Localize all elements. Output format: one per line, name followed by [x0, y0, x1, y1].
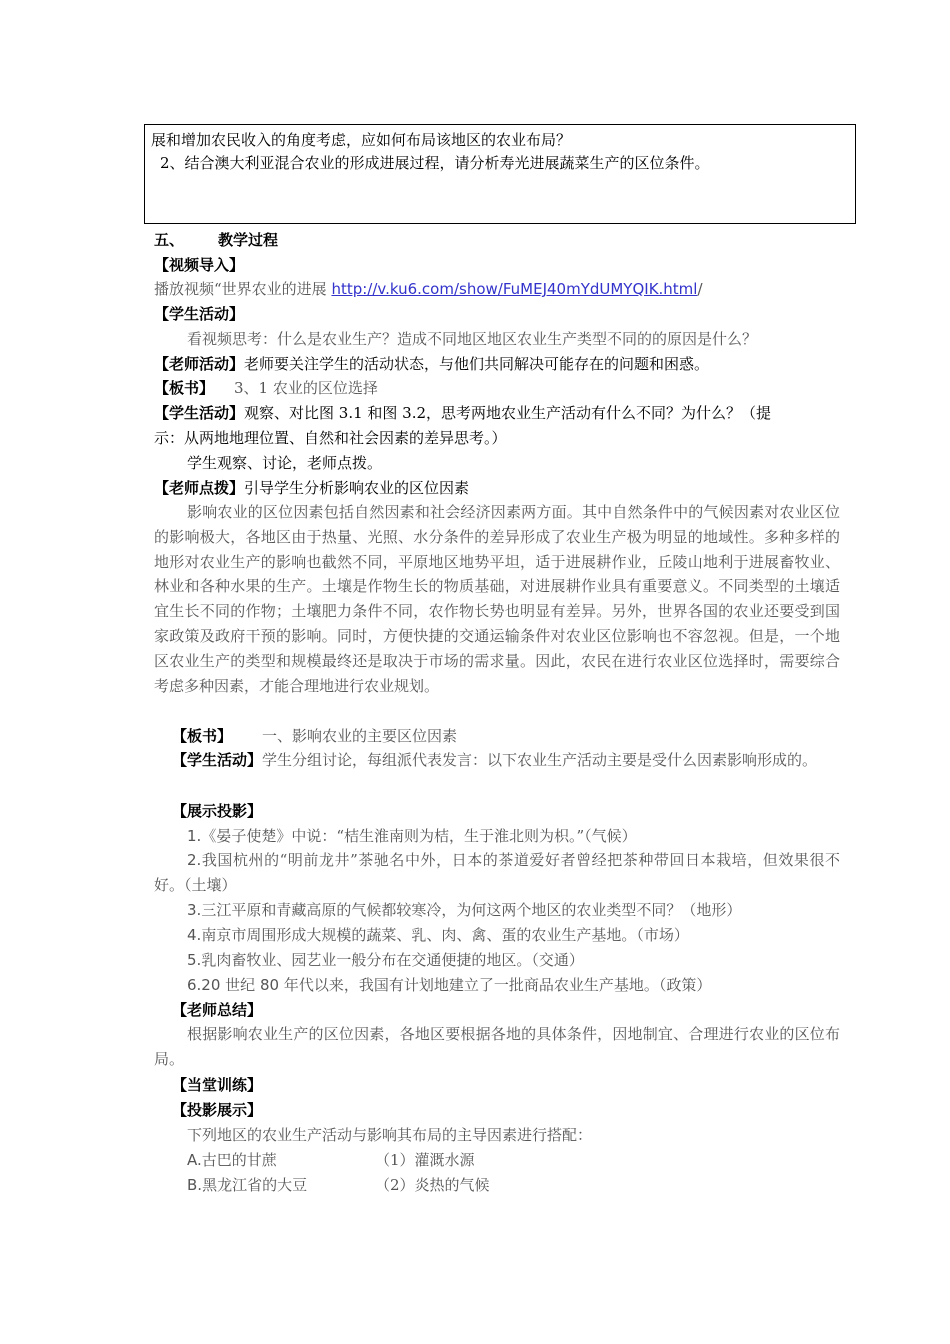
projection-item-5-num: 5.	[187, 951, 202, 969]
matching-left-b	[187, 1175, 307, 1195]
student-activity-2-tag: 【学生活动】	[154, 404, 245, 422]
board-2-text: 一、影响农业的主要区位因素	[262, 727, 458, 745]
projection-show-tag: 【投影展示】	[172, 1101, 263, 1119]
matching-left-a	[187, 1150, 277, 1170]
matching-a-text: 古巴的甘蔗	[201, 1151, 277, 1169]
student-activity-2-text2: 示：从两地地理位置、自然和社会因素的差异思考。）	[154, 429, 507, 447]
student-activity-1-tag: 【学生活动】	[154, 305, 245, 323]
matching-2-text: 炎热的气候	[414, 1176, 490, 1194]
box-line-1: 展和增加农民收入的角度考虑，应如何布局该地区的农业布局？	[151, 131, 572, 149]
student-activity-1-text: 看视频思考：什么是农业生产？造成不同地区地区农业生产类型不同的的原因是什么？	[187, 330, 758, 348]
board-1-tag: 【板书】	[154, 379, 215, 397]
matching-b-letter: B.	[187, 1176, 203, 1194]
section-title	[154, 230, 278, 250]
video-intro-text: 播放视频“世界农业的进展	[154, 280, 332, 298]
matching-1-text: 灌溉水源	[414, 1151, 475, 1169]
projection-item-3-num: 3.	[187, 901, 202, 919]
class-practice-tag: 【当堂训练】	[172, 1076, 263, 1094]
board-2-tag: 【板书】	[172, 727, 233, 745]
projection-item-5-text: 乳肉畜牧业、园艺业一般分布在交通便捷的地区。（交通）	[201, 951, 584, 969]
projection-item-4	[187, 925, 689, 945]
projection-item-6-text2: 年代以来，我国有计划地建立了一批商品农业生产基地。（政策）	[279, 976, 712, 994]
projection-item-6-num: 6.20	[187, 976, 221, 994]
video-link[interactable]: http://v.ku6.com/show/FuMEJ40mYdUMYQIK.html	[331, 280, 698, 298]
teacher-summary-text: 根据影响农业生产的区位因素，各地区要根据各地的具体条件，因地制宜、合理进行农业的区位布局。	[154, 1025, 840, 1068]
practice-intro: 下列地区的农业生产活动与影响其布局的主导因素进行搭配：	[187, 1126, 593, 1144]
video-intro-line	[154, 279, 703, 299]
board-1-line	[154, 378, 378, 398]
matching-a-letter: A.	[187, 1151, 202, 1169]
projection-item-3	[187, 900, 741, 920]
box-line-2: 2、结合澳大利亚混合农业的形成进展过程，请分析寿光进展蔬菜生产的区位条件。	[160, 154, 710, 172]
projection-item-5	[187, 950, 584, 970]
projection-item-2-num: 2.	[187, 851, 202, 869]
projection-item-3-text: 三江平原和青藏高原的气候都较寒冷，为何这两个地区的农业类型不同？（地形）	[201, 901, 742, 919]
student-activity-2-line-1	[154, 403, 771, 423]
projection-item-4-num: 4.	[187, 926, 202, 944]
projection-item-1-text: 《晏子使楚》中说：“桔生淮南则为桔，生于淮北则为枳。”（气候）	[201, 827, 637, 845]
board-1-text: 3、1 农业的区位选择	[234, 379, 378, 397]
projection-tag: 【展示投影】	[172, 802, 263, 820]
teacher-hint-text: 引导学生分析影响农业的区位因素	[244, 479, 470, 497]
section-heading: 教学过程	[218, 231, 279, 249]
projection-item-2-text: 我国杭州的“明前龙井”茶驰名中外，日本的茶道爱好者曾经把茶种带回日本栽培，但效果很不好。（土壤）	[154, 851, 840, 894]
projection-item-6-text: 世纪	[220, 976, 260, 994]
student-activity-3-paragraph	[154, 748, 840, 773]
projection-item-1-num: 1.	[187, 827, 202, 845]
projection-item-1	[187, 826, 637, 846]
teacher-hint-tag: 【老师点拨】	[154, 479, 245, 497]
matching-b-text: 黑龙江省的大豆	[202, 1176, 308, 1194]
projection-item-2	[154, 848, 840, 898]
teacher-activity-line	[154, 354, 709, 374]
projection-item-6	[187, 975, 711, 995]
matching-right-2	[375, 1175, 490, 1195]
projection-item-4-text: 南京市周围形成大规模的蔬菜、乳、肉、禽、蛋的农业生产基地。（市场）	[201, 926, 689, 944]
student-activity-3-tag: 【学生活动】	[172, 751, 263, 769]
teacher-activity-text: 老师要关注学生的活动状态，与他们共同解决可能存在的问题和困惑。	[244, 355, 710, 373]
student-activity-3-text: 学生分组讨论，每组派代表发言：以下农业生产活动主要是受什么因素影响形成的。	[262, 751, 818, 769]
matching-right-1	[375, 1150, 475, 1170]
teacher-hint-line	[154, 478, 469, 498]
teacher-summary-tag: 【老师总结】	[172, 1001, 263, 1019]
student-activity-2-text1: 观察、对比图 3.1 和图 3.2，思考两地农业生产活动有什么不同？为什么？（提	[244, 404, 772, 422]
video-link-suffix: /	[697, 280, 703, 298]
section-number: 五、	[154, 231, 185, 249]
matching-1-num: （1）	[375, 1151, 415, 1169]
teacher-activity-tag: 【老师活动】	[154, 355, 245, 373]
projection-item-6-num2: 80	[259, 976, 280, 994]
matching-2-num: （2）	[375, 1176, 415, 1194]
video-intro-tag: 【视频导入】	[154, 256, 245, 274]
board-2-line	[172, 726, 457, 746]
student-observe: 学生观察、讨论，老师点拨。	[187, 454, 383, 472]
main-paragraph: 影响农业的区位因素包括自然因素和社会经济因素两方面。其中自然条件中的气候因素对农业区位的影响极大，各地区由于热量、光照、水分条件的差异形成了农业生产极为明显的地域性。多种多样的地形对农业生产的影响也截然不同，平原地区地势平坦，适于进展耕作业，丘陵山地利于进展畜牧业、林业和各种水果的生产。土壤是作物生长的物质基础，对进展耕作业具有重要意义。不同类型的土壤适宜生长不同的作物；土壤肥力条件不同，农作物长势也明显有差异。另外，世界各国的农业还要受到国家政策及政府干预的影响。同时，方便快捷的交通运输条件对农业区位影响也不容忽视。但是，一个地区农业生产的类型和规模最终还是取决于市场的需求量。因此，农民在进行农业区位选择时，需要综合考虑多种因素，才能合理地进行农业规划。	[154, 503, 840, 695]
